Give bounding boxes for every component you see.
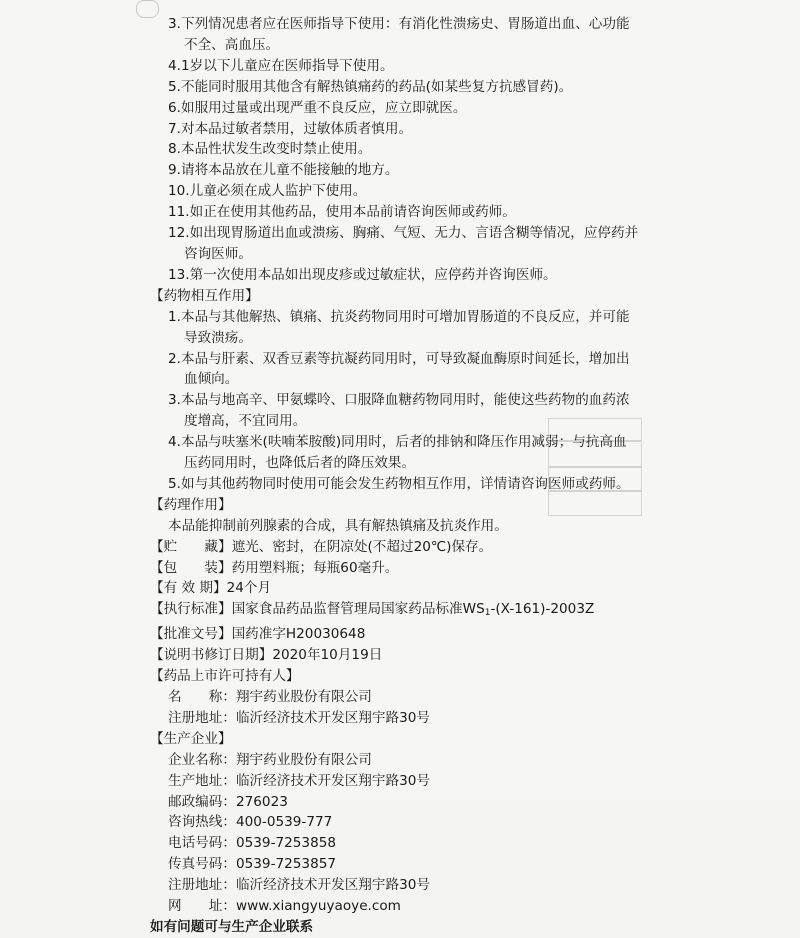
manufacturer-label: 网 址： [168, 898, 236, 915]
precaution-item-line [150, 119, 670, 140]
approval-value: 国药准字H20030648 [231, 626, 366, 643]
field-value: 药用塑料瓶；每瓶60毫升。 [231, 559, 399, 576]
precaution-item-number: 5. [168, 78, 181, 95]
precaution-item-line [150, 56, 670, 77]
interaction-item-line [150, 432, 670, 453]
mah-heading: 【药品上市许可持有人】 [150, 668, 300, 685]
manufacturer-row [150, 771, 670, 792]
interaction-item-number: 4. [168, 434, 181, 451]
interaction-item-line [150, 349, 670, 370]
precaution-item-number: 7. [168, 120, 181, 137]
field-label: 【贮 藏】 [150, 538, 232, 555]
approval-row [150, 624, 670, 645]
manufacturer-heading: 【生产企业】 [150, 730, 232, 747]
manufacturer-row [150, 792, 670, 813]
precaution-item-line [150, 98, 670, 119]
interaction-item-text: 压药同用时，也降低后者的降压效果。 [184, 455, 416, 472]
interaction-item-text: 如与其他药物同时使用可能会发生药物相互作用，详情请咨询医师或药师。 [180, 475, 630, 492]
manufacturer-value: 临沂经济技术开发区翔宇路30号 [235, 772, 430, 789]
pharmacology-text: 本品能抑制前列腺素的合成，具有解热镇痛及抗炎作用。 [168, 517, 508, 534]
manufacturer-label: 传真号码： [168, 856, 236, 873]
leaflet-text [150, 14, 670, 938]
interaction-item-number: 5. [168, 475, 181, 492]
precaution-item-text: 第一次使用本品如出现皮疹或过敏症状，应停药并咨询医师。 [189, 266, 557, 283]
precaution-item-line [150, 202, 670, 223]
interaction-item-line [150, 474, 670, 495]
interaction-item-number: 3. [168, 392, 181, 409]
interaction-item-line [150, 328, 670, 349]
precaution-item-line [150, 14, 670, 35]
manufacturer-row [150, 854, 670, 875]
footer-note: 如有问题可与生产企业联系 [150, 918, 314, 935]
manufacturer-value: 0539-7253857 [235, 856, 337, 873]
interaction-item-line [150, 369, 670, 390]
precaution-item-text: 不全、高血压。 [184, 36, 280, 53]
manufacturer-label: 生产地址： [168, 772, 236, 789]
precaution-item-line [150, 160, 670, 181]
interaction-item-number: 2. [168, 350, 181, 367]
manufacturer-row [150, 896, 670, 917]
precaution-item-number: 3. [168, 16, 181, 32]
field-value: 遮光、密封，在阴凉处(不超过20℃)保存。 [231, 538, 493, 555]
manufacturer-value: 翔宇药业股份有限公司 [235, 751, 372, 768]
precaution-item-number: 8. [168, 141, 181, 158]
manufacturer-value: 临沂经济技术开发区翔宇路30号 [235, 877, 430, 894]
field-label: 【有 效 期】 [150, 580, 227, 597]
manufacturer-label: 电话号码： [168, 835, 236, 852]
interaction-item-line [150, 390, 670, 411]
standard-value: 国家食品药品监督管理局国家药品标准WS [231, 601, 485, 618]
manufacturer-label: 企业名称： [168, 751, 236, 768]
manufacturer-label: 邮政编码： [168, 793, 236, 810]
manufacturer-row [150, 833, 670, 854]
pharmacology-heading: 【药理作用】 [150, 496, 232, 513]
manufacturer-row [150, 875, 670, 896]
interaction-item-text: 血倾向。 [184, 371, 239, 388]
mah-label: 名 称： [168, 689, 236, 705]
manufacturer-label: 注册地址： [168, 877, 236, 894]
interaction-item-text: 本品与地高辛、甲氨蝶呤、口服降血糖药物同用时，能使这些药物的血药浓 [180, 392, 630, 409]
precaution-item-line [150, 139, 670, 160]
field-row [150, 578, 670, 599]
revision-label: 【说明书修订日期】 [150, 647, 273, 664]
manufacturer-label: 咨询热线： [168, 814, 236, 831]
precaution-item-text: 1岁以下儿童应在医师指导下使用。 [180, 57, 394, 74]
field-row [150, 537, 670, 558]
interaction-item-text: 本品与肝素、双香豆素等抗凝药同用时，可导致凝血酶原时间延长，增加出 [180, 350, 630, 367]
precaution-item-number: 10. [168, 183, 190, 200]
interaction-item-text: 度增高，不宜同用。 [184, 413, 307, 430]
standard-label: 【执行标准】 [150, 601, 232, 618]
interaction-item-line [150, 411, 670, 432]
standard-row [150, 599, 670, 624]
precaution-item-line [150, 77, 670, 98]
interaction-item-text: 导致溃疡。 [184, 329, 252, 346]
interactions-heading: 【药物相互作用】 [150, 287, 259, 304]
interaction-item-line [150, 453, 670, 474]
precaution-item-text: 如服用过量或出现严重不良反应，应立即就医。 [180, 99, 467, 116]
manufacturer-row [150, 750, 670, 771]
revision-value: 2020年10月19日 [272, 647, 383, 664]
mah-value: 翔宇药业股份有限公司 [235, 689, 372, 705]
approval-label: 【批准文号】 [150, 626, 232, 643]
precaution-item-text: 不能同时服用其他含有解热镇痛药的药品(如某些复方抗感冒药)。 [180, 78, 573, 95]
precaution-item-text: 本品性状发生改变时禁止使用。 [180, 141, 372, 158]
field-row [150, 558, 670, 579]
interaction-item-number: 1. [168, 308, 181, 325]
interaction-item-line [150, 307, 670, 328]
precaution-item-number: 6. [168, 99, 181, 116]
precaution-item-line [150, 35, 670, 56]
revision-row [150, 645, 670, 666]
interaction-item-text: 本品与呋塞米(呋喃苯胺酸)同用时，后者的排钠和降压作用减弱；与抗高血 [180, 434, 627, 451]
standard-value-suffix: -(X-161)-2003Z [490, 601, 595, 618]
precaution-item-text: 请将本品放在儿童不能接触的地方。 [180, 162, 399, 179]
manufacturer-value: 400-0539-777 [235, 814, 333, 831]
manufacturer-value: 0539-7253858 [235, 835, 337, 852]
precaution-item-text: 儿童必须在成人监护下使用。 [189, 183, 367, 200]
mah-row [150, 708, 670, 729]
manufacturer-row [150, 812, 670, 833]
field-value: 24个月 [226, 580, 272, 597]
field-label: 【包 装】 [150, 559, 232, 576]
precaution-item-line [150, 223, 670, 244]
precaution-item-text: 如出现胃肠道出血或溃疡、胸痛、气短、无力、言语含糊等情况，应停药并 [189, 225, 639, 242]
precaution-item-line [150, 265, 670, 286]
manufacturer-value: www.xiangyuyaoye.com [235, 898, 401, 915]
precaution-item-number: 4. [168, 57, 181, 74]
precaution-item-line [150, 181, 670, 202]
mah-value: 临沂经济技术开发区翔宇路30号 [235, 709, 430, 726]
precaution-item-text: 咨询医师。 [184, 245, 252, 262]
mah-row [150, 687, 670, 708]
precaution-item-number: 13. [168, 266, 190, 283]
precaution-item-text: 如正在使用其他药品，使用本品前请咨询医师或药师。 [189, 204, 516, 221]
interaction-item-text: 本品与其他解热、镇痛、抗炎药物同用时可增加胃肠道的不良反应，并可能 [180, 308, 630, 325]
precaution-item-number: 12. [168, 225, 190, 242]
manufacturer-value: 276023 [235, 793, 288, 810]
standard-subscript: 1 [484, 608, 491, 619]
precaution-item-line [150, 244, 670, 265]
precaution-item-number: 9. [168, 162, 181, 179]
precaution-item-text: 下列情况患者应在医师指导下使用：有消化性溃疡史、胃肠道出血、心功能 [180, 16, 630, 32]
precaution-item-text: 对本品过敏者禁用，过敏体质者慎用。 [180, 120, 413, 137]
mah-label: 注册地址： [168, 709, 236, 726]
precaution-item-number: 11. [168, 204, 190, 221]
